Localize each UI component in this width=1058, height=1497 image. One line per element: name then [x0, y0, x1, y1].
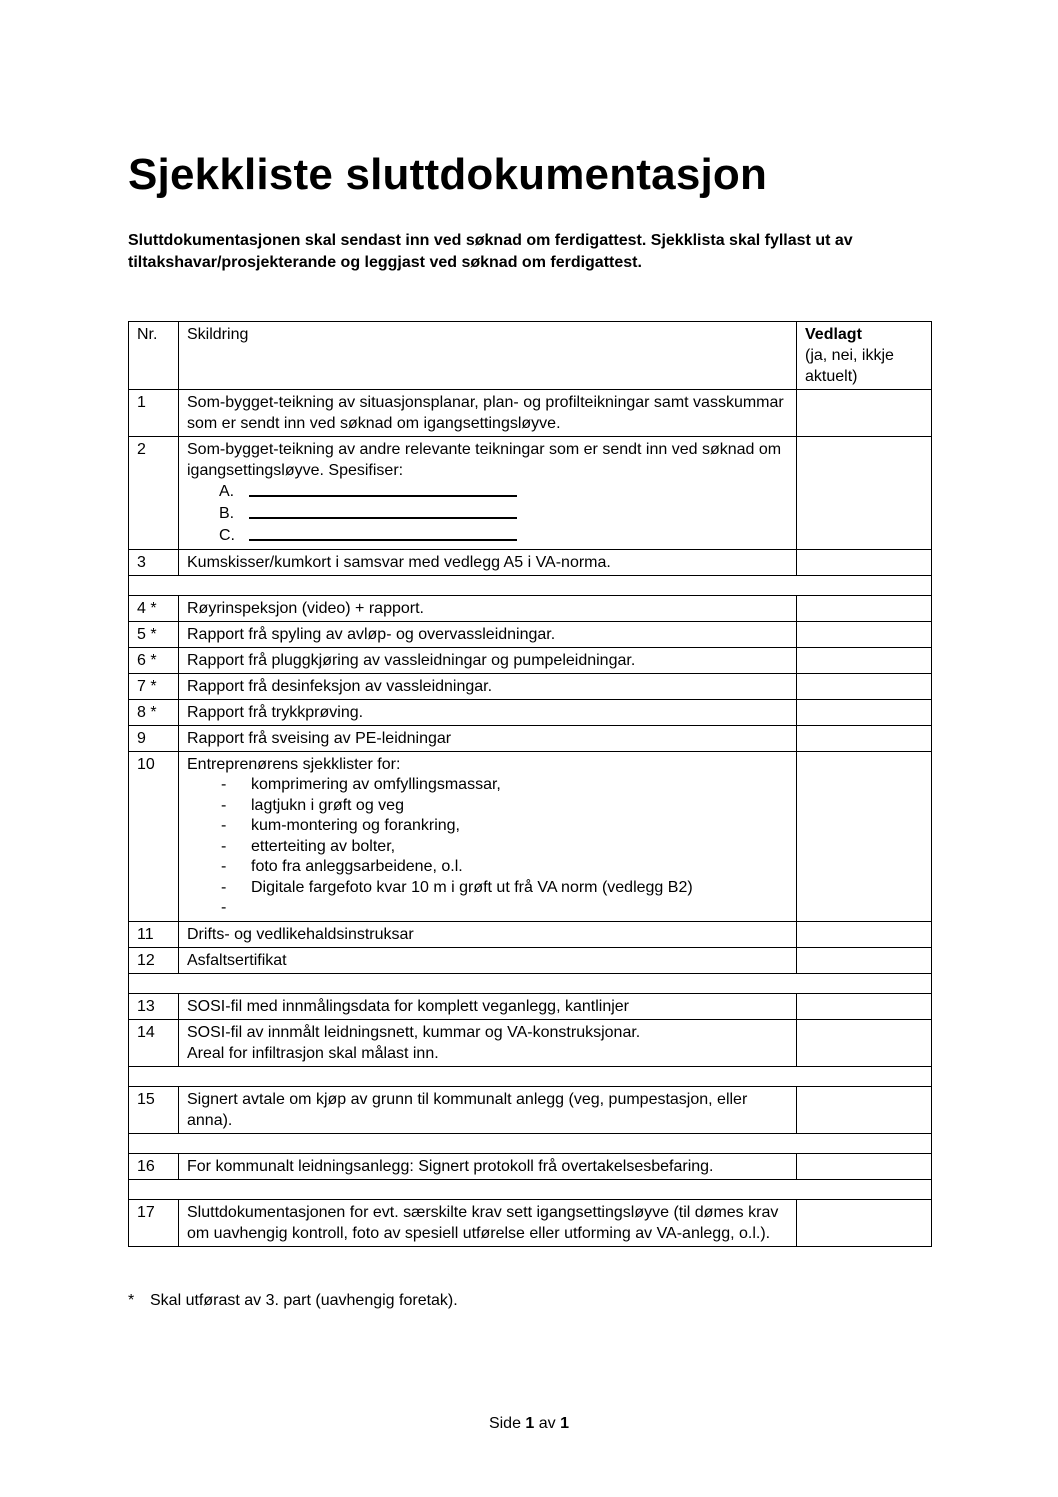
- checklist-item-text: lagtjukn i grøft og veg: [251, 796, 404, 814]
- total-pages: 1: [560, 1415, 570, 1432]
- spacer-cell: [129, 1066, 932, 1086]
- table-row: [129, 674, 932, 700]
- row-attached-cell[interactable]: [797, 596, 932, 622]
- specify-item: [187, 503, 788, 525]
- intro-text: Sluttdokumentasjonen skal sendast inn ved søknad om ferdigattest. Sjekklista skal fyllast ut av tiltakshavar/prosjekterande og leggjast ved søknad om ferdigattest.: [128, 232, 853, 271]
- footnote: [128, 1292, 458, 1310]
- page-label: Side: [488, 1415, 521, 1432]
- header-description: Skildring: [179, 322, 797, 390]
- table-row: [129, 1199, 932, 1246]
- current-page: 1: [525, 1415, 535, 1432]
- row-description-cell: [179, 1019, 797, 1066]
- dash-marker: -: [221, 776, 227, 793]
- table-row: [129, 390, 932, 437]
- checklist-item-text: Digitale fargefoto kvar 10 m i grøft ut frå VA norm (vedlegg B2): [251, 878, 693, 896]
- specify-marker: B.: [219, 505, 235, 522]
- row-number: 6 *: [129, 648, 179, 674]
- checklist-item-text: etterteiting av bolter,: [251, 837, 396, 855]
- checklist-items: [187, 775, 788, 919]
- footnote-marker: *: [128, 1292, 135, 1309]
- checklist-item-text: kum-montering og forankring,: [251, 817, 460, 834]
- checklist-item: [187, 816, 788, 837]
- checklist-table: [128, 321, 932, 1247]
- row-description: Som-bygget-teikning av andre relevante teikningar som er sendt inn ved søknad om igangsettingsløyve. Spesifiser:: [187, 441, 782, 479]
- checklist-item: [187, 878, 788, 899]
- spacer-cell: [129, 1179, 932, 1199]
- specify-marker: C.: [219, 527, 235, 544]
- row-description: For kommunalt leidningsanlegg: Signert protokoll frå overtakelsesbefaring.: [179, 1153, 797, 1179]
- row-attached-cell[interactable]: [797, 726, 932, 752]
- checklist-item: [187, 775, 788, 796]
- table-row: [129, 1019, 932, 1066]
- row-number: 1: [129, 390, 179, 437]
- checklist-item: [187, 837, 788, 858]
- table-row: [129, 550, 932, 576]
- row-number: 5 *: [129, 622, 179, 648]
- dash-marker: -: [221, 817, 227, 834]
- table-row: [129, 752, 932, 922]
- row-number: 15: [129, 1086, 179, 1133]
- row-description: Kumskisser/kumkort i samsvar med vedlegg A5 i VA-norma.: [179, 550, 797, 576]
- row-description: Asfaltsertifikat: [179, 947, 797, 973]
- dash-marker: -: [221, 899, 227, 916]
- table-row: [129, 1153, 932, 1179]
- table-row: [129, 993, 932, 1019]
- spacer-row: [129, 973, 932, 993]
- row-description: Entreprenørens sjekklister for:: [187, 756, 401, 773]
- dash-marker: -: [221, 878, 227, 896]
- table-row: [129, 947, 932, 973]
- row-number: 3: [129, 550, 179, 576]
- specify-blank-line[interactable]: [249, 525, 517, 541]
- page-number: [0, 1415, 1058, 1433]
- row-number: 10: [129, 752, 179, 922]
- checklist-item: [187, 898, 788, 919]
- spacer-row: [129, 1133, 932, 1153]
- row-description: Drifts- og vedlikehaldsinstruksar: [179, 921, 797, 947]
- checklist-item-text: foto fra anleggsarbeidene, o.l.: [251, 858, 463, 875]
- row-attached-cell[interactable]: [797, 550, 932, 576]
- row-number: 9: [129, 726, 179, 752]
- row-number: 13: [129, 993, 179, 1019]
- row-attached-cell[interactable]: [797, 622, 932, 648]
- row-attached-cell[interactable]: [797, 390, 932, 437]
- spacer-row: [129, 1066, 932, 1086]
- footnote-text: Skal utførast av 3. part (uavhengig foretak).: [150, 1292, 458, 1309]
- table-row: [129, 437, 932, 550]
- row-description: SOSI-fil med innmålingsdata for komplett veganlegg, kantlinjer: [179, 993, 797, 1019]
- table-row: [129, 1086, 932, 1133]
- specify-item: [187, 481, 788, 503]
- dash-marker: -: [221, 837, 227, 855]
- row-attached-cell[interactable]: [797, 947, 932, 973]
- row-description: Signert avtale om kjøp av grunn til kommunalt anlegg (veg, pumpestasjon, eller anna).: [179, 1086, 797, 1133]
- row-number: 14: [129, 1019, 179, 1066]
- row-number: 11: [129, 921, 179, 947]
- row-description-cell: [179, 437, 797, 550]
- row-attached-cell[interactable]: [797, 1019, 932, 1066]
- row-number: 7 *: [129, 674, 179, 700]
- row-number: 8 *: [129, 700, 179, 726]
- table-row: [129, 726, 932, 752]
- row-number: 12: [129, 947, 179, 973]
- spacer-row: [129, 1179, 932, 1199]
- row-attached-cell[interactable]: [797, 1199, 932, 1246]
- table-header-row: [129, 322, 932, 390]
- row-description: Rapport frå pluggkjøring av vassleidningar og pumpeleidningar.: [179, 648, 797, 674]
- row-attached-cell[interactable]: [797, 437, 932, 550]
- row-description: Rapport frå spyling av avløp- og overvassleidningar.: [179, 622, 797, 648]
- row-description: Rapport frå desinfeksjon av vassleidningar.: [179, 674, 797, 700]
- header-nr: Nr.: [129, 322, 179, 390]
- checklist-item: [187, 857, 788, 878]
- spacer-row: [129, 576, 932, 596]
- table-row: [129, 622, 932, 648]
- page-title: Sjekkliste sluttdokumentasjon: [128, 150, 768, 199]
- row-description-cell: [179, 752, 797, 922]
- row-description: Rapport frå trykkprøving.: [179, 700, 797, 726]
- table-row: [129, 700, 932, 726]
- row-number: 16: [129, 1153, 179, 1179]
- specify-blank-line[interactable]: [249, 503, 517, 519]
- spacer-cell: [129, 1133, 932, 1153]
- row-number: 4 *: [129, 596, 179, 622]
- checklist-item-text: komprimering av omfyllingsmassar,: [251, 776, 501, 793]
- row-number: 17: [129, 1199, 179, 1246]
- row-description: SOSI-fil av innmålt leidningsnett, kummar og VA-konstruksjonar.: [187, 1023, 641, 1041]
- table-row: [129, 596, 932, 622]
- row-description: Som-bygget-teikning av situasjonsplanar, plan- og profilteikningar samt vasskummar som er sendt inn ved søknad om igangsettingsløyve.: [179, 390, 797, 437]
- table-row: [129, 648, 932, 674]
- row-attached-cell[interactable]: [797, 700, 932, 726]
- row-number: 2: [129, 437, 179, 550]
- specify-item: [187, 525, 788, 547]
- row-description: Sluttdokumentasjonen for evt. særskilte krav sett igangsettingsløyve (til dømes krav om uavhengig kontroll, foto av spesiell utførelse eller utforming av VA-anlegg, o.l.).: [179, 1199, 797, 1246]
- page-of-label: av: [538, 1415, 556, 1432]
- row-description: Røyrinspeksjon (video) + rapport.: [179, 596, 797, 622]
- row-attached-cell[interactable]: [797, 1153, 932, 1179]
- specify-marker: A.: [219, 483, 235, 500]
- dash-marker: -: [221, 858, 227, 875]
- row-attached-cell[interactable]: [797, 1086, 932, 1133]
- table-row: [129, 921, 932, 947]
- checklist-item: [187, 796, 788, 817]
- header-attached: [797, 322, 932, 390]
- row-description-extra: Areal for infiltrasjon skal målast inn.: [187, 1044, 439, 1062]
- spacer-cell: [129, 973, 932, 993]
- row-attached-cell[interactable]: [797, 674, 932, 700]
- row-attached-cell[interactable]: [797, 921, 932, 947]
- dash-marker: -: [221, 796, 227, 814]
- spacer-cell: [129, 576, 932, 596]
- header-attached-note: (ja, nei, ikkje aktuelt): [805, 347, 894, 385]
- specify-blank-line[interactable]: [249, 481, 517, 497]
- specify-list: [187, 481, 788, 547]
- row-attached-cell[interactable]: [797, 752, 932, 922]
- row-description: Rapport frå sveising av PE-leidningar: [179, 726, 797, 752]
- row-attached-cell[interactable]: [797, 993, 932, 1019]
- row-attached-cell[interactable]: [797, 648, 932, 674]
- header-attached-label: Vedlagt: [805, 326, 862, 343]
